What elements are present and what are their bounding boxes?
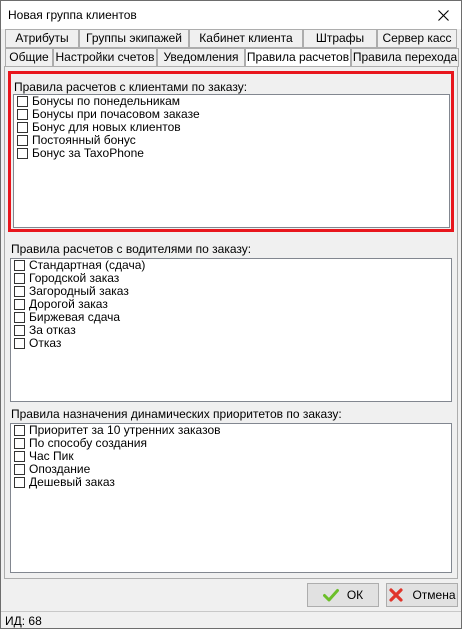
window-title: Новая группа клиентов xyxy=(8,8,137,22)
checkmark-icon xyxy=(323,587,339,603)
checkbox[interactable] xyxy=(17,148,28,159)
list-item[interactable]: Приоритет за 10 утренних заказов xyxy=(11,424,451,437)
ok-button[interactable]: ОК xyxy=(307,583,379,607)
close-icon xyxy=(438,10,449,21)
checkbox[interactable] xyxy=(17,96,28,107)
tab-notifications[interactable]: Уведомления xyxy=(157,48,245,67)
list-item[interactable]: Опоздание xyxy=(11,463,451,476)
tab-transition-rules[interactable]: Правила перехода xyxy=(351,48,459,67)
drivers-rules-label: Правила расчетов с водителями по заказу: xyxy=(11,242,252,256)
tab-attributes[interactable]: Атрибуты xyxy=(5,29,79,48)
title-bar xyxy=(1,1,461,29)
close-button[interactable] xyxy=(429,3,457,27)
clients-rules-label: Правила расчетов с клиентами по заказу: xyxy=(14,80,248,94)
checkbox[interactable] xyxy=(14,286,25,297)
list-item[interactable]: Городской заказ xyxy=(11,272,451,285)
checkbox[interactable] xyxy=(14,312,25,323)
list-item[interactable]: Бонусы при почасовом заказе xyxy=(14,108,449,121)
priorities-rules-list[interactable] xyxy=(10,423,452,573)
list-item[interactable]: Дорогой заказ xyxy=(11,298,451,311)
tab-cash-server[interactable]: Сервер касс xyxy=(377,29,457,48)
clients-rules-list[interactable] xyxy=(13,94,450,228)
status-bar xyxy=(1,611,461,628)
list-item[interactable]: Стандартная (сдача) xyxy=(11,259,451,272)
checkbox[interactable] xyxy=(17,135,28,146)
tab-row-2 xyxy=(5,48,459,67)
tab-settlement-rules[interactable]: Правила расчетов xyxy=(245,48,351,67)
list-item[interactable]: Бонус для новых клиентов xyxy=(14,121,449,134)
checkbox[interactable] xyxy=(14,325,25,336)
list-item[interactable]: Бонус за TaxoPhone xyxy=(14,147,449,160)
drivers-rules-list[interactable] xyxy=(10,258,452,402)
cross-icon xyxy=(388,587,404,603)
list-item[interactable]: За отказ xyxy=(11,324,451,337)
tab-row-1 xyxy=(5,29,457,48)
list-item[interactable]: Бонусы по понедельникам xyxy=(14,95,449,108)
tab-crew-groups[interactable]: Группы экипажей xyxy=(79,29,189,48)
priorities-rules-label: Правила назначения динамических приоритетов по заказу: xyxy=(11,407,342,421)
list-item[interactable]: Биржевая сдача xyxy=(11,311,451,324)
tab-general[interactable]: Общие xyxy=(5,48,53,67)
highlight-frame xyxy=(8,71,454,232)
checkbox[interactable] xyxy=(14,260,25,271)
checkbox[interactable] xyxy=(14,451,25,462)
cancel-button[interactable]: Отмена xyxy=(386,583,458,607)
tab-penalties[interactable]: Штрафы xyxy=(303,29,377,48)
checkbox[interactable] xyxy=(14,477,25,488)
tab-invoice-settings[interactable]: Настройки счетов xyxy=(53,48,157,67)
list-item[interactable]: Час Пик xyxy=(11,450,451,463)
checkbox[interactable] xyxy=(14,338,25,349)
checkbox[interactable] xyxy=(14,273,25,284)
list-item[interactable]: Отказ xyxy=(11,337,451,350)
tab-client-cabinet[interactable]: Кабинет клиента xyxy=(189,29,303,48)
tab-page-settlement-rules xyxy=(4,66,458,579)
checkbox[interactable] xyxy=(17,109,28,120)
list-item[interactable]: По способу создания xyxy=(11,437,451,450)
list-item[interactable]: Дешевый заказ xyxy=(11,476,451,489)
list-item[interactable]: Постоянный бонус xyxy=(14,134,449,147)
list-item[interactable]: Загородный заказ xyxy=(11,285,451,298)
checkbox[interactable] xyxy=(14,299,25,310)
checkbox[interactable] xyxy=(14,438,25,449)
checkbox[interactable] xyxy=(14,425,25,436)
checkbox[interactable] xyxy=(17,122,28,133)
record-id: ИД: 68 xyxy=(5,614,42,628)
checkbox[interactable] xyxy=(14,464,25,475)
